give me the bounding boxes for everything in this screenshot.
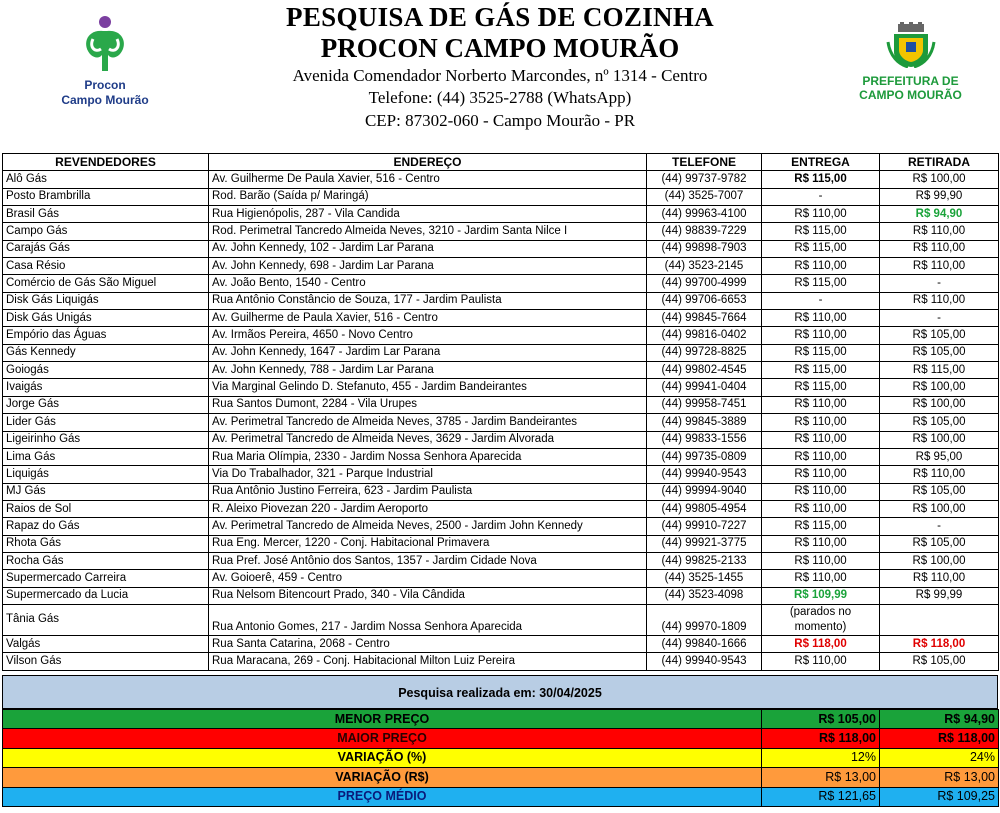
price-entrega: R$ 110,00 [762, 466, 880, 483]
procon-logo-line2: Campo Mourão [61, 93, 149, 107]
price-retirada [880, 604, 999, 635]
table-row [3, 466, 999, 483]
summary-retirada: R$ 13,00 [880, 768, 999, 787]
price-retirada: R$ 100,00 [880, 171, 999, 188]
price-entrega: R$ 110,00 [762, 535, 880, 552]
reseller-phone: (44) 3525-1455 [647, 570, 762, 587]
reseller-phone: (44) 99735-0809 [647, 448, 762, 465]
reseller-address: Av. John Kennedy, 102 - Jardim Lar Parana [209, 240, 647, 257]
price-retirada: R$ 100,00 [880, 431, 999, 448]
summary-entrega: R$ 121,65 [762, 787, 880, 806]
price-retirada: R$ 105,00 [880, 483, 999, 500]
summary-label: PREÇO MÉDIO [3, 787, 762, 806]
summary-body [3, 710, 999, 807]
price-retirada: R$ 100,00 [880, 552, 999, 569]
title-line1: PESQUISA DE GÁS DE COZINHA [286, 2, 714, 32]
price-retirada: - [880, 518, 999, 535]
reseller-name: Rocha Gás [3, 552, 209, 569]
reseller-phone: (44) 99958-7451 [647, 396, 762, 413]
reseller-name: Disk Gás Liquigás [3, 292, 209, 309]
reseller-address: Via Marginal Gelindo D. Stefanuto, 455 - Jardim Bandeirantes [209, 379, 647, 396]
reseller-phone: (44) 99737-9782 [647, 171, 762, 188]
table-body [3, 171, 999, 670]
table-row [3, 604, 999, 635]
column-header-endereco: ENDEREÇO [209, 154, 647, 171]
procon-leaf-icon [75, 15, 135, 73]
reseller-phone: (44) 99805-4954 [647, 500, 762, 517]
reseller-name: Ligeirinho Gás [3, 431, 209, 448]
reseller-address: Rua Antônio Constâncio de Souza, 177 - Jardim Paulista [209, 292, 647, 309]
reseller-phone: (44) 99816-0402 [647, 327, 762, 344]
table-row [3, 344, 999, 361]
table-row [3, 310, 999, 327]
price-retirada: R$ 100,00 [880, 500, 999, 517]
reseller-name: Ivaigás [3, 379, 209, 396]
reseller-address: Av. John Kennedy, 788 - Jardim Lar Parana [209, 362, 647, 379]
table-row [3, 292, 999, 309]
price-entrega: R$ 110,00 [762, 570, 880, 587]
table-row [3, 653, 999, 670]
reseller-address: Av. John Kennedy, 1647 - Jardim Lar Parana [209, 344, 647, 361]
summary-entrega: 12% [762, 748, 880, 767]
reseller-address: Av. Guilherme De Paula Xavier, 516 - Centro [209, 171, 647, 188]
table-row [3, 379, 999, 396]
reseller-address: Av. Guilherme de Paula Xavier, 516 - Centro [209, 310, 647, 327]
price-table [2, 153, 999, 671]
summary-retirada: R$ 94,90 [880, 710, 999, 729]
reseller-address: Rua Nelsom Bitencourt Prado, 340 - Vila Cândida [209, 587, 647, 604]
summary-entrega: R$ 105,00 [762, 710, 880, 729]
reseller-name: MJ Gás [3, 483, 209, 500]
prefeitura-logo [848, 22, 973, 107]
price-entrega: R$ 115,00 [762, 171, 880, 188]
column-header-retirada: RETIRADA [880, 154, 999, 171]
price-retirada: R$ 94,90 [880, 206, 999, 223]
price-retirada: R$ 110,00 [880, 223, 999, 240]
reseller-name: Supermercado da Lucia [3, 587, 209, 604]
table-row [3, 188, 999, 205]
reseller-name: Vilson Gás [3, 653, 209, 670]
reseller-name: Lima Gás [3, 448, 209, 465]
price-retirada: R$ 100,00 [880, 396, 999, 413]
reseller-phone: (44) 3523-2145 [647, 258, 762, 275]
price-entrega: - [762, 188, 880, 205]
summary-table [2, 709, 999, 807]
reseller-name: Gás Kennedy [3, 344, 209, 361]
summary-label: MAIOR PREÇO [3, 729, 762, 748]
summary-row [3, 768, 999, 787]
price-retirada: R$ 105,00 [880, 414, 999, 431]
price-entrega: R$ 115,00 [762, 240, 880, 257]
price-retirada: R$ 110,00 [880, 570, 999, 587]
reseller-address: Rua Antonio Gomes, 217 - Jardim Nossa Senhora Aparecida [209, 604, 647, 635]
reseller-address: Rua Maracana, 269 - Conj. Habitacional Milton Luiz Pereira [209, 653, 647, 670]
reseller-name: Casa Résio [3, 258, 209, 275]
table-row [3, 552, 999, 569]
table-row [3, 258, 999, 275]
summary-label: MENOR PREÇO [3, 710, 762, 729]
reseller-address: R. Aleixo Piovezan 220 - Jardim Aeroporto [209, 500, 647, 517]
table-row [3, 448, 999, 465]
summary-retirada: R$ 118,00 [880, 729, 999, 748]
header-phone: Telefone: (44) 3525-2788 (WhatsApp) [368, 88, 632, 107]
price-entrega: R$ 110,00 [762, 396, 880, 413]
reseller-phone: (44) 99825-2133 [647, 552, 762, 569]
table-row [3, 431, 999, 448]
price-entrega: R$ 115,00 [762, 362, 880, 379]
reseller-name: Disk Gás Unigás [3, 310, 209, 327]
price-entrega: - [762, 292, 880, 309]
price-entrega: R$ 115,00 [762, 344, 880, 361]
price-entrega: R$ 115,00 [762, 379, 880, 396]
reseller-phone: (44) 99845-3889 [647, 414, 762, 431]
reseller-name: Raios de Sol [3, 500, 209, 517]
reseller-name: Campo Gás [3, 223, 209, 240]
price-retirada: R$ 95,00 [880, 448, 999, 465]
table-row [3, 171, 999, 188]
reseller-name: Goiogás [3, 362, 209, 379]
reseller-phone: (44) 99728-8825 [647, 344, 762, 361]
price-entrega: R$ 115,00 [762, 518, 880, 535]
reseller-phone: (44) 99840-1666 [647, 635, 762, 652]
reseller-phone: (44) 99845-7664 [647, 310, 762, 327]
price-retirada: R$ 118,00 [880, 635, 999, 652]
reseller-address: Av. Goioerê, 459 - Centro [209, 570, 647, 587]
reseller-phone: (44) 99910-7227 [647, 518, 762, 535]
reseller-phone: (44) 99994-9040 [647, 483, 762, 500]
prefeitura-logo-line1: PREFEITURA DE [862, 74, 959, 88]
price-retirada: R$ 110,00 [880, 466, 999, 483]
reseller-address: Av. John Kennedy, 698 - Jardim Lar Parana [209, 258, 647, 275]
price-entrega: (parados no momento) [762, 604, 880, 635]
reseller-address: Av. Perimetral Tancredo de Almeida Neves, 3629 - Jardim Alvorada [209, 431, 647, 448]
reseller-phone: (44) 99941-0404 [647, 379, 762, 396]
price-entrega: R$ 110,00 [762, 258, 880, 275]
table-row [3, 518, 999, 535]
summary-row [3, 729, 999, 748]
column-header-telefone: TELEFONE [647, 154, 762, 171]
reseller-address: Rod. Perimetral Tancredo Almeida Neves, 3210 - Jardim Santa Nilce I [209, 223, 647, 240]
price-retirada: R$ 115,00 [880, 362, 999, 379]
price-entrega: R$ 118,00 [762, 635, 880, 652]
price-entrega: R$ 110,00 [762, 483, 880, 500]
table-row [3, 275, 999, 292]
reseller-address: Rua Pref. José Antônio dos Santos, 1357 - Jardim Cidade Nova [209, 552, 647, 569]
procon-logo-line1: Procon [84, 78, 126, 92]
reseller-phone: (44) 99963-4100 [647, 206, 762, 223]
price-retirada: R$ 105,00 [880, 344, 999, 361]
header-address: Avenida Comendador Norberto Marcondes, nº 1314 - Centro [292, 66, 708, 85]
reseller-name: Valgás [3, 635, 209, 652]
price-entrega: R$ 109,99 [762, 587, 880, 604]
price-retirada: R$ 105,00 [880, 327, 999, 344]
reseller-name: Liquigás [3, 466, 209, 483]
reseller-phone: (44) 99940-9543 [647, 466, 762, 483]
table-row [3, 500, 999, 517]
reseller-address: Av. Irmãos Pereira, 4650 - Novo Centro [209, 327, 647, 344]
table-row [3, 587, 999, 604]
summary-label: VARIAÇÃO (%) [3, 748, 762, 767]
price-retirada: R$ 100,00 [880, 379, 999, 396]
price-entrega: R$ 110,00 [762, 431, 880, 448]
reseller-name: Rhota Gás [3, 535, 209, 552]
summary-entrega: R$ 13,00 [762, 768, 880, 787]
reseller-address: Via Do Trabalhador, 321 - Parque Industrial [209, 466, 647, 483]
price-entrega: R$ 110,00 [762, 206, 880, 223]
summary-retirada: 24% [880, 748, 999, 767]
reseller-address: Rua Antônio Justino Ferreira, 623 - Jardim Paulista [209, 483, 647, 500]
reseller-address: Rua Maria Olímpia, 2330 - Jardim Nossa Senhora Aparecida [209, 448, 647, 465]
price-entrega: R$ 110,00 [762, 500, 880, 517]
table-row [3, 396, 999, 413]
reseller-phone: (44) 99706-6653 [647, 292, 762, 309]
reseller-name: Posto Brambrilla [3, 188, 209, 205]
reseller-name: Tânia Gás [3, 604, 209, 635]
price-retirada: R$ 110,00 [880, 240, 999, 257]
reseller-address: Rua Eng. Mercer, 1220 - Conj. Habitacional Primavera [209, 535, 647, 552]
reseller-address: Rua Santa Catarina, 2068 - Centro [209, 635, 647, 652]
table-row [3, 414, 999, 431]
price-entrega: R$ 110,00 [762, 327, 880, 344]
price-entrega: R$ 110,00 [762, 552, 880, 569]
reseller-name: Alô Gás [3, 171, 209, 188]
prefeitura-logo-line2: CAMPO MOURÃO [859, 88, 962, 102]
price-retirada: R$ 99,90 [880, 188, 999, 205]
reseller-address: Rua Santos Dumont, 2284 - Vila Urupes [209, 396, 647, 413]
reseller-phone: (44) 98839-7229 [647, 223, 762, 240]
reseller-name: Brasil Gás [3, 206, 209, 223]
reseller-address: Rua Higienópolis, 287 - Vila Candida [209, 206, 647, 223]
city-crest-icon [886, 22, 936, 68]
reseller-phone: (44) 3525-7007 [647, 188, 762, 205]
price-retirada: - [880, 275, 999, 292]
reseller-phone: (44) 99921-3775 [647, 535, 762, 552]
header-cep: CEP: 87302-060 - Campo Mourão - PR [364, 111, 636, 130]
table-row [3, 570, 999, 587]
reseller-address: Av. Perimetral Tancredo de Almeida Neves, 3785 - Jardim Bandeirantes [209, 414, 647, 431]
table-row [3, 483, 999, 500]
reseller-phone: (44) 99802-4545 [647, 362, 762, 379]
procon-logo [40, 15, 170, 105]
reseller-phone: (44) 99940-9543 [647, 653, 762, 670]
reseller-phone: (44) 99898-7903 [647, 240, 762, 257]
reseller-phone: (44) 3523-4098 [647, 587, 762, 604]
price-retirada: R$ 110,00 [880, 292, 999, 309]
table-row [3, 362, 999, 379]
table-row [3, 327, 999, 344]
summary-row [3, 710, 999, 729]
reseller-address: Av. João Bento, 1540 - Centro [209, 275, 647, 292]
price-entrega: R$ 110,00 [762, 414, 880, 431]
reseller-name: Supermercado Carreira [3, 570, 209, 587]
table-row [3, 206, 999, 223]
reseller-name: Comércio de Gás São Miguel [3, 275, 209, 292]
reseller-address: Rod. Barão (Saída p/ Maringá) [209, 188, 647, 205]
reseller-name: Rapaz do Gás [3, 518, 209, 535]
price-retirada: R$ 105,00 [880, 535, 999, 552]
price-entrega: R$ 110,00 [762, 448, 880, 465]
column-header-entrega: ENTREGA [762, 154, 880, 171]
price-retirada: R$ 99,99 [880, 587, 999, 604]
price-entrega: R$ 110,00 [762, 310, 880, 327]
table-row [3, 535, 999, 552]
price-retirada: - [880, 310, 999, 327]
price-entrega: R$ 115,00 [762, 275, 880, 292]
table-row [3, 240, 999, 257]
reseller-address: Av. Perimetral Tancredo de Almeida Neves, 2500 - Jardim John Kennedy [209, 518, 647, 535]
reseller-phone: (44) 99833-1556 [647, 431, 762, 448]
table-row [3, 635, 999, 652]
price-entrega: R$ 115,00 [762, 223, 880, 240]
reseller-name: Empório das Águas [3, 327, 209, 344]
reseller-phone: (44) 99700-4999 [647, 275, 762, 292]
table-row [3, 223, 999, 240]
document-header [0, 0, 1000, 152]
summary-label: VARIAÇÃO (R$) [3, 768, 762, 787]
summary-retirada: R$ 109,25 [880, 787, 999, 806]
summary-row [3, 787, 999, 806]
reseller-name: Carajás Gás [3, 240, 209, 257]
title-line2: PROCON CAMPO MOURÃO [320, 33, 680, 63]
table-header-row [3, 154, 999, 171]
price-entrega: R$ 110,00 [762, 653, 880, 670]
price-retirada: R$ 110,00 [880, 258, 999, 275]
reseller-name: Lider Gás [3, 414, 209, 431]
column-header-revendedores: REVENDEDORES [3, 154, 209, 171]
summary-entrega: R$ 118,00 [762, 729, 880, 748]
reseller-name: Jorge Gás [3, 396, 209, 413]
reseller-phone: (44) 99970-1809 [647, 604, 762, 635]
price-retirada: R$ 105,00 [880, 653, 999, 670]
summary-row [3, 748, 999, 767]
survey-date: Pesquisa realizada em: 30/04/2025 [2, 675, 998, 709]
